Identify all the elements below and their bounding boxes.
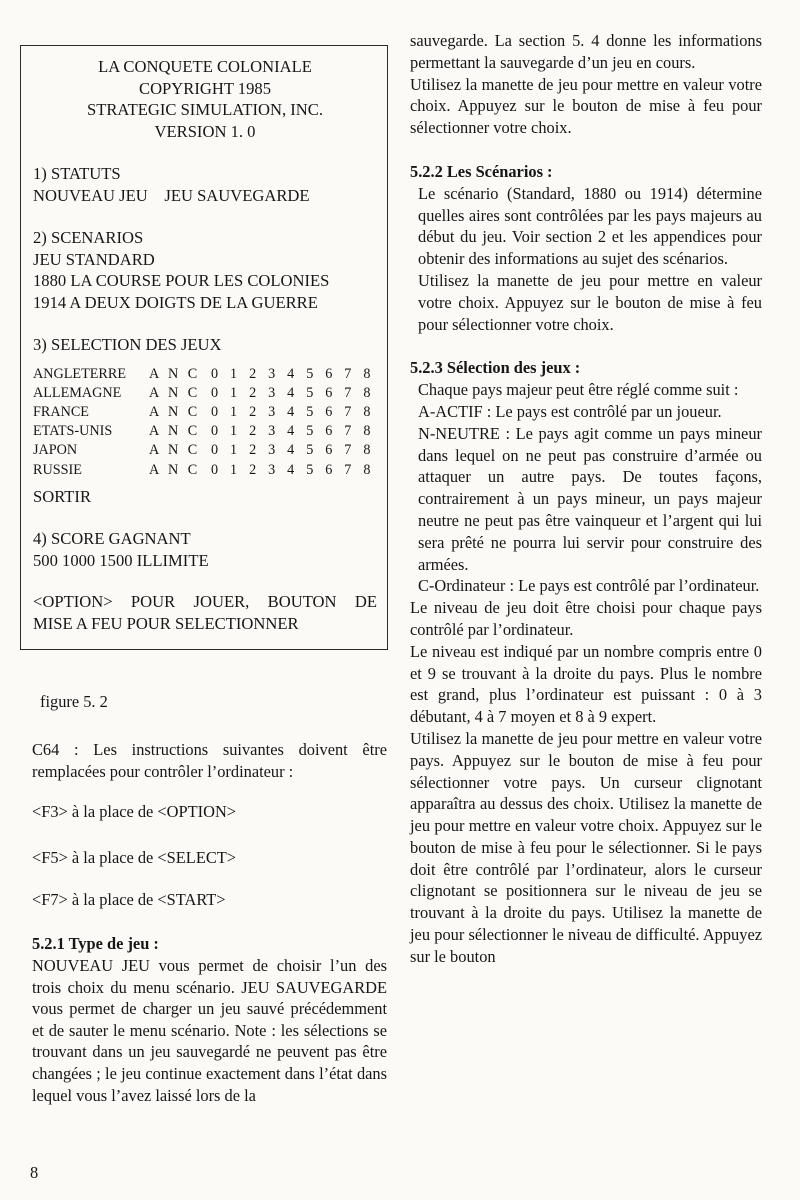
key-mapping-f3: <F3> à la place de <OPTION> — [32, 802, 237, 821]
country-row — [33, 461, 377, 480]
country-levels: 0 1 2 3 4 5 6 7 8 — [211, 365, 375, 382]
statuts-options: NOUVEAU JEU JEU SAUVEGARDE — [33, 185, 310, 205]
paragraph: C-Ordinateur : Le pays est contrôlé par l’ordinateur. — [418, 576, 760, 596]
country-row — [33, 365, 377, 384]
country-levels: 0 1 2 3 4 5 6 7 8 — [211, 461, 375, 478]
paragraph: Utilisez la manette de jeu pour mettre en valeur votre choix. Appuyez sur le bouton de mise à feu pour sélectionner votre choix. — [418, 270, 762, 334]
country-list — [33, 365, 377, 480]
paragraph: Chaque pays majeur peut être réglé comme suit : — [418, 380, 739, 400]
selection-title: 3) SELECTION DES JEUX — [33, 335, 222, 354]
country-row — [33, 422, 377, 441]
game-menu-screen — [20, 45, 388, 650]
country-name: JAPON — [33, 442, 78, 459]
selection-heading: 5.2.3 Sélection des jeux : — [410, 358, 581, 378]
title-line: LA CONQUETE COLONIALE — [98, 57, 312, 76]
country-mode: A N C — [149, 403, 201, 420]
paragraph: Utilisez la manette de jeu pour mettre en valeur votre pays. Appuyez sur le bouton de mise à feu pour sélectionner votre pays. Un curseur clignotant apparaîtra au dessus des choix. Utilisez la manette de jeu pour mettre en valeur votre choix. Appuyez sur le bouton de mise à feu pour le sélectionner. Si le pays doit être contrôlé par l’ordinateur, alors le curseur clignotant se positionnera sur le niveau de jeu se trouvant à la droite du pays. Utilisez la manette de jeu pour sélectionner le niveau de difficulté. Appuyez sur le bouton — [410, 728, 762, 966]
scenarios-title: 2) SCENARIOS — [33, 228, 144, 247]
figure-caption: figure 5. 2 — [40, 692, 108, 711]
scenarios-section — [33, 227, 377, 313]
country-mode: A N C — [149, 442, 201, 459]
title-line: VERSION 1. 0 — [154, 121, 256, 141]
scenario-option: 1880 LA COURSE POUR LES COLONIES — [33, 271, 330, 290]
country-levels: 0 1 2 3 4 5 6 7 8 — [211, 423, 375, 440]
title-line: COPYRIGHT 1985 — [139, 78, 271, 98]
country-row — [33, 441, 377, 460]
score-section — [33, 528, 377, 571]
screen-prompt — [33, 591, 377, 635]
country-row — [33, 384, 377, 403]
right-column — [410, 30, 762, 968]
scenario-option: JEU STANDARD — [33, 249, 155, 269]
country-name: ANGLETERRE — [33, 365, 126, 382]
scenario-option: 1914 A DEUX DOIGTS DE LA GUERRE — [33, 292, 318, 312]
statuts-title: 1) STATUTS — [33, 164, 121, 183]
country-name: RUSSIE — [33, 461, 82, 478]
country-levels: 0 1 2 3 4 5 6 7 8 — [211, 403, 375, 420]
c64-note: C64 : Les instructions suivantes doivent être remplacées pour contrôler l’ordinateur : — [32, 740, 387, 781]
country-mode: A N C — [149, 461, 201, 478]
paragraph: Le niveau est indiqué par un nombre compris entre 0 et 9 se trouvant à la droite du pays. Plus le nombre est grand, plus l’ordinateur est puissant : 0 à 3 débutant, 4 à 7 moyen et 8 à 9 expert. — [410, 641, 762, 727]
type-text: NOUVEAU JEU vous permet de choisir l’un des trois choix du menu scénario. JEU SAUVEGARDE vous permet de charger un jeu sauvé précédemment et de sauter le menu scénario. Note : les sélections se trouvant dans un jeu sauvegardé ne peuvent pas être changées ; le jeu continue exactement dans l’état dans lequel vous l’avez laissé lors de la — [32, 956, 387, 1105]
paragraph: A-ACTIF : Le pays est contrôlé par un joueur. — [418, 401, 722, 421]
type-heading: 5.2.1 Type de jeu : — [32, 934, 159, 953]
key-mapping-f5: <F5> à la place de <SELECT> — [32, 848, 237, 867]
score-title: 4) SCORE GAGNANT — [33, 529, 191, 549]
country-name: ALLEMAGNE — [33, 384, 122, 401]
prompt-line: <OPTION> POUR JOUER, BOUTON DE — [33, 592, 377, 612]
score-options: 500 1000 1500 ILLIMITE — [33, 550, 209, 570]
country-mode: A N C — [149, 365, 201, 382]
country-name: FRANCE — [33, 403, 89, 420]
country-levels: 0 1 2 3 4 5 6 7 8 — [211, 384, 375, 401]
title-line: STRATEGIC SIMULATION, INC. — [87, 100, 323, 119]
paragraph: N-NEUTRE : Le pays agit comme un pays mineur dans lequel on ne peut pas construire d’armée ou attaquer un autre pays. De toutes façons, contrairement à un pays mineur, un pays majeur neutre ne peut pas être vainqueur et l’argent qui lui sera prêté ne pourra lui servir pour construire des armées. — [418, 423, 762, 574]
prompt-line: MISE A FEU POUR SELECTIONNER — [33, 614, 299, 634]
screen-title-block — [33, 56, 377, 142]
selection-section — [33, 334, 377, 356]
scenarios-heading: 5.2.2 Les Scénarios : — [410, 161, 553, 181]
country-levels: 0 1 2 3 4 5 6 7 8 — [211, 442, 375, 459]
country-mode: A N C — [149, 423, 201, 440]
paragraph: Le niveau de jeu doit être choisi pour chaque pays contrôlé par l’ordinateur. — [410, 598, 762, 639]
paragraph: Utilisez la manette de jeu pour mettre en valeur votre choix. Appuyez sur le bouton de mise à feu pour sélectionner votre choix. — [410, 74, 762, 138]
paragraph: sauvegarde. La section 5. 4 donne les informations permettant la sauvegarde d’un jeu en cours. — [410, 31, 762, 72]
country-row — [33, 403, 377, 422]
country-name: ETATS-UNIS — [33, 423, 113, 440]
key-mapping-f7: <F7> à la place de <START> — [32, 890, 226, 909]
statuts-section — [33, 163, 377, 206]
paragraph: Le scénario (Standard, 1880 ou 1914) détermine quelles aires sont contrôlées par les pays majeurs au début du jeu. Voir section 2 et les appendices pour obtenir des informations au sujet des scénarios. — [418, 183, 762, 269]
sortir-label: SORTIR — [33, 486, 92, 506]
page-number: 8 — [30, 1163, 39, 1182]
country-mode: A N C — [149, 384, 201, 401]
